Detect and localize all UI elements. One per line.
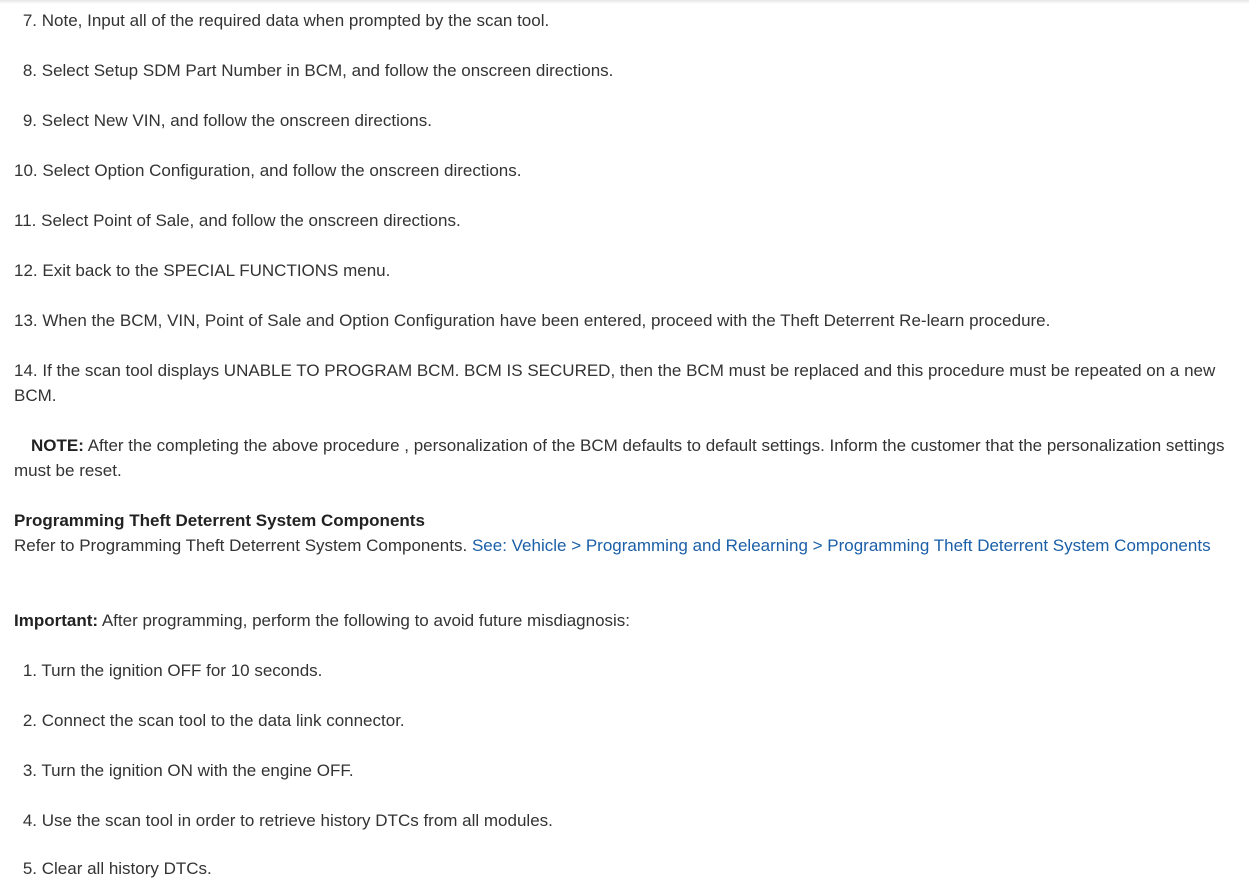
step-number: 11. (14, 211, 37, 230)
step-2 (14, 708, 1236, 733)
step-text: Use the scan tool in order to retrieve history DTCs from all modules. (41, 811, 553, 830)
step-9 (14, 108, 1236, 133)
step-number: 7. (22, 11, 37, 30)
important-paragraph (14, 608, 1236, 633)
programming-text: Refer to Programming Theft Deterrent System Components. (14, 536, 468, 555)
step-14 (14, 358, 1236, 408)
step-number: 12. (14, 261, 38, 280)
step-number: 2. (22, 711, 37, 730)
step-text: Select Point of Sale, and follow the onscreen directions. (41, 211, 461, 230)
step-text: Select Setup SDM Part Number in BCM, and follow the onscreen directions. (41, 61, 614, 80)
step-text: Exit back to the SPECIAL FUNCTIONS menu. (42, 261, 391, 280)
step-number: 10. (14, 161, 38, 180)
step-number: 4. (22, 811, 37, 830)
step-5 (14, 856, 1236, 879)
step-number: 14. (14, 361, 38, 380)
step-number: 8. (22, 61, 37, 80)
step-12 (14, 258, 1236, 283)
step-1 (14, 658, 1236, 683)
programming-link[interactable]: See: Vehicle > Programming and Relearning > Programming Theft Deterrent System Components (471, 536, 1211, 555)
step-number: 13. (14, 311, 38, 330)
step-10 (14, 158, 1236, 183)
step-number: 1. (22, 661, 37, 680)
note-paragraph (14, 433, 1236, 483)
step-text: Clear all history DTCs. (41, 859, 212, 878)
step-3 (14, 758, 1236, 783)
step-text: Select New VIN, and follow the onscreen directions. (41, 111, 432, 130)
step-text: Turn the ignition OFF for 10 seconds. (41, 661, 323, 680)
step-text: Select Option Configuration, and follow the onscreen directions. (42, 161, 522, 180)
step-text: When the BCM, VIN, Point of Sale and Option Configuration have been entered, proceed with the Theft Deterrent Re-learn procedure. (42, 311, 1051, 330)
step-text: Connect the scan tool to the data link connector. (41, 711, 405, 730)
step-4 (14, 808, 1236, 833)
step-number: 9. (22, 111, 37, 130)
top-shadow (0, 0, 1249, 4)
step-text: Note, Input all of the required data when prompted by the scan tool. (41, 11, 550, 30)
important-text: After programming, perform the following to avoid future misdiagnosis: (101, 611, 631, 630)
step-11 (14, 208, 1236, 233)
step-8 (14, 58, 1236, 83)
section-heading: Programming Theft Deterrent System Components (14, 511, 425, 530)
important-label: Important: (14, 611, 99, 630)
note-text: After the completing the above procedure , personalization of the BCM defaults to default settings. Inform the customer that the personalization settings must be reset. (14, 436, 1225, 480)
step-text: Turn the ignition ON with the engine OFF. (41, 761, 354, 780)
step-text: If the scan tool displays UNABLE TO PROGRAM BCM. BCM IS SECURED, then the BCM must be replaced and this procedure must be repeated on a new BCM. (14, 361, 1216, 405)
step-7 (14, 8, 1236, 33)
step-number: 3. (22, 761, 37, 780)
step-13 (14, 308, 1236, 333)
step-number: 5. (22, 859, 37, 878)
note-label: NOTE: (31, 436, 84, 455)
programming-paragraph (14, 533, 1236, 558)
